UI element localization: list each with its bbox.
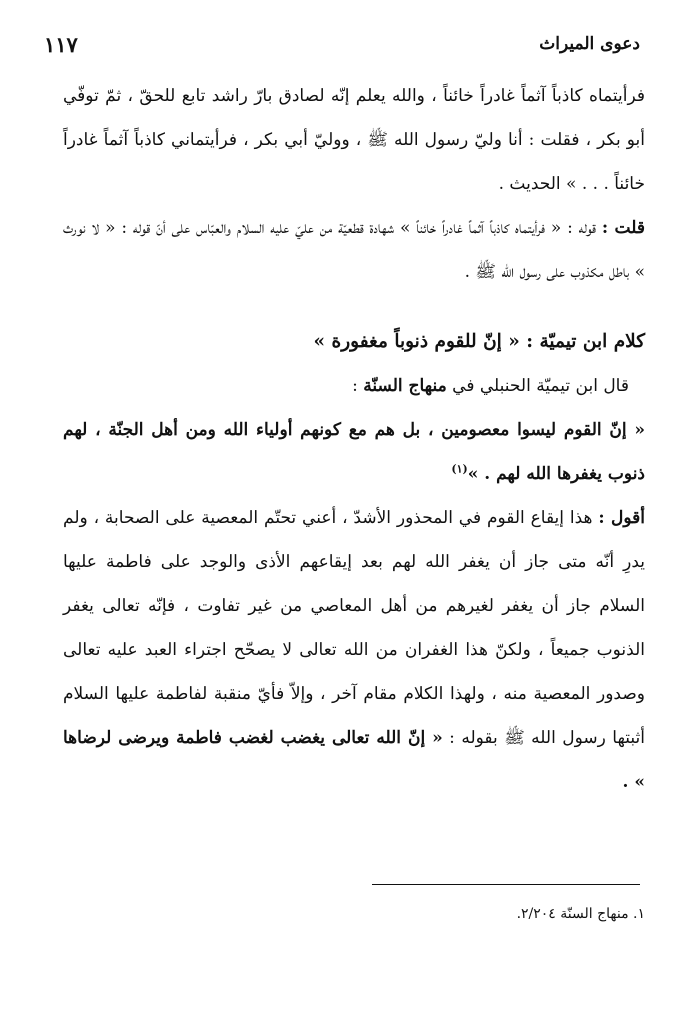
paragraph-3-text: هذا إيقاع القوم في المحذور الأشدّ ، أعني تحتّم المعصية على الصحابة ، ولم يدرِ أنّه متى جاز أن يغفر الله لهم بعد إيقاعهم الأذى والوجد على فاطمة عليها السلام جاز أن يغفر لغيرهم من أهل المعاصي من غير تفاوت ، فإنّه تعالى يغفر الذنوب جميعاً ، ولكنّ هذا الغفران من الله تعالى لا يصحّح اجتراء العبد عليه تعالى وصدور المعصية منه ، ولهذا الكلام مقام آخر ، وإلاّ فأيّ منقبة لفاطمة عليها السلام أثبتها رسول الله ﷺ بقوله : (63, 508, 645, 748)
book-title: منهاج السنّة (363, 376, 447, 396)
section-heading: كلام ابن تيميّة : « إنّ للقوم ذنوباً مغفورة » (313, 331, 645, 352)
intro-post: : (352, 376, 364, 396)
paragraph-2-text: قوله : « فرأيتماه كاذباً آثماً غادراً خائناً » شهادة قطعيّة من عليّ عليه السلام والعبّاس على أنّ قوله : « لا نورث » باطل مكذوب على رسول الله ﷺ . (63, 218, 645, 282)
paragraph-3 (63, 496, 645, 804)
paragraph-3-lead: أقول : (598, 508, 645, 528)
main-text (63, 74, 645, 804)
page-number: ١١٧ (44, 31, 78, 57)
footnote-divider (372, 884, 640, 885)
intro-pre: قال ابن تيميّة الحنبلي في (446, 376, 629, 396)
paragraph-2 (63, 206, 645, 294)
footnote-marker: (١) (451, 462, 468, 476)
hadith-quote: « إنّ الله تعالى يغضب لغضب فاطمة ويرضى لرضاها » . (63, 728, 645, 792)
running-title: دعوى الميراث (539, 34, 640, 54)
block-quote (63, 408, 645, 496)
footnote: ١. منهاج السنّة ٢/٢٠٤. (516, 906, 645, 922)
page-header (44, 26, 640, 62)
quote-text: « إنّ القوم ليسوا معصومين ، بل هم مع كونهم أولياء الله ومن أهل الجنّة ، لهم ذنوب يغفرها الله لهم . » (63, 420, 645, 484)
intro-line (63, 364, 645, 408)
paragraph-2-lead: قلت : (601, 218, 645, 238)
paragraph-1: فرأيتماه كاذباً آثماً غادراً خائناً ، والله يعلم إنّه لصادق بارّ راشد تابع للحقّ ، ثمّ توفّي أبو بكر ، فقلت : أنا وليّ رسول الله ﷺ ، ووليّ أبي بكر ، فرأيتماني كاذباً آثماً غادراً خائناً . . . » الحديث . (63, 86, 645, 194)
